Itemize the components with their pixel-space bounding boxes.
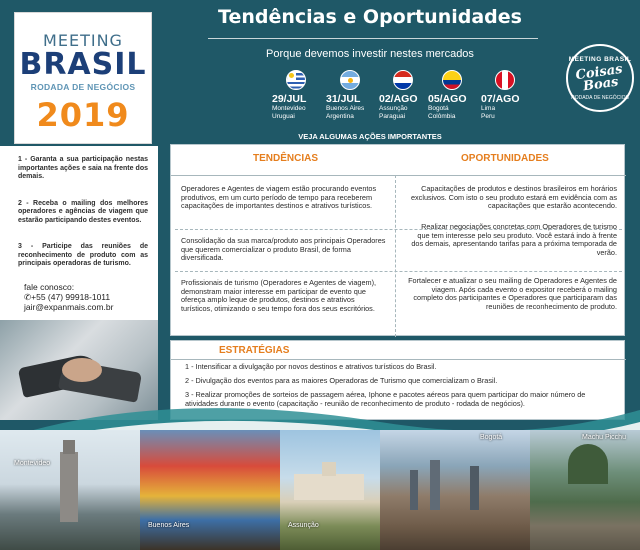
- stop-date: 29/JUL: [272, 93, 307, 105]
- photo-machu-picchu: [530, 430, 640, 550]
- photo-montevideo: [0, 430, 140, 550]
- strategy-item: 1 - Intensificar a divulgação por novos destinos e atrativos turísticos do Brasil.: [185, 362, 437, 371]
- stop-date: 07/AGO: [481, 93, 520, 105]
- city-photo-strip: [0, 430, 640, 550]
- title-divider: [208, 38, 538, 39]
- uruguay-flag-icon: [286, 70, 306, 90]
- colombia-flag-icon: [442, 70, 462, 90]
- stop-country: Colômbia: [428, 112, 456, 120]
- stop-city: Buenos Aires: [326, 105, 365, 112]
- stop-country: Argentina: [326, 112, 354, 120]
- phone-text: +55 (47) 99918-1011: [31, 292, 111, 302]
- photo-label: Machu Picchu: [582, 434, 626, 441]
- itinerary-stop: [326, 70, 386, 120]
- contact-email[interactable]: jair@expanmais.com.br: [24, 302, 114, 312]
- strategies-divider: [171, 359, 626, 360]
- itinerary-stop: [481, 70, 541, 120]
- photo-label: Montevideo: [14, 460, 51, 467]
- logo-brasil-text: BRASIL: [19, 47, 147, 82]
- benefit-item: 3 - Participe das reuniões de reconhecimento de produto com as principais operadoras de turismo.: [18, 243, 148, 267]
- strategy-item: 2 - Divulgação dos eventos para as maiores Operadoras de Turismo que comercializam o Brasil.: [185, 376, 498, 385]
- photo-buenos-aires: [140, 430, 280, 550]
- trends-opportunities-table: [170, 144, 625, 336]
- stop-city: Lima: [481, 105, 496, 112]
- column-divider: [395, 175, 396, 337]
- hands: [62, 358, 102, 382]
- photo-assuncao: [280, 430, 380, 550]
- left-column: [0, 0, 158, 420]
- itinerary-stop: [428, 70, 488, 120]
- photo-bogota: [380, 430, 530, 550]
- strategies-title: ESTRATÉGIAS: [219, 345, 290, 356]
- strategy-item: 3 - Realizar promoções de sorteios de passagem aérea, Iphone e pacotes aéreos para quem participar do maior número de atividades durante o evento (capacitação - reunião de reconhecimento de produto - rodada de negócios).: [185, 390, 586, 408]
- argentina-flag-icon: [340, 70, 360, 90]
- logo-year: 2019: [36, 96, 130, 134]
- opportunity-cell: Capacitações de produtos e destinos brasileiros em horários exclusivos. Com isto o seu produto estará em evidência com as capacitações que estarão acontecendo.: [410, 184, 617, 211]
- benefit-item: 2 - Receba o mailing dos melhores operadores e agências de viagem que estarão participando destes eventos.: [18, 199, 148, 224]
- trend-cell: Consolidação da sua marca/produto aos principais Operadores que querem comercializar o produto Brasil, de forma diversificada.: [181, 236, 386, 263]
- opportunity-cell: Realizar negociações concretas com Operadores de turismo que tem interesse pelo seu produto. Você estará indo à frente dos demais, apresentando tarifas para a próxima temporada de verão.: [411, 222, 617, 257]
- row-divider: [175, 271, 622, 272]
- photo-label: Bogotá: [480, 434, 503, 441]
- logo-rodada-text: RODADA DE NEGÓCIOS: [30, 82, 136, 92]
- stop-country: Uruguai: [272, 112, 295, 120]
- itinerary-stop: [272, 70, 332, 120]
- trend-cell: Operadores e Agentes de viagem estão procurando eventos produtivos, em um curto período de tempo para receberem capacitações de importantes destinos e atrativos turísticos.: [181, 184, 377, 211]
- page-subtitle: Porque devemos investir nestes mercados: [266, 48, 474, 60]
- stop-date: 05/AGO: [428, 93, 467, 105]
- column-header-trends: TENDÊNCIAS: [253, 153, 319, 164]
- stop-country: Peru: [481, 112, 495, 120]
- meeting-brasil-logo: [14, 12, 152, 144]
- logo-meeting-text: MEETING: [43, 31, 123, 50]
- stop-date: 31/JUL: [326, 93, 361, 105]
- contact-block: [24, 282, 113, 312]
- stamp-top-text: MEETING BRASIL: [568, 56, 632, 63]
- stop-city: Assunção: [379, 105, 408, 112]
- contact-title: fale conosco:: [24, 282, 75, 292]
- paraguay-flag-icon: [393, 70, 413, 90]
- opportunity-cell: Fortalecer e atualizar o seu mailing de Operadores e Agentes de viagem. Após cada evento o expositor receberá o mailing completo dos participantes e Operadores que participaram das reuniões de reconhecimento de produto.: [408, 276, 617, 311]
- trend-cell: Profissionais de turismo (Operadores e Agentes de viagem), demonstram maior interesse em participar de evento que ofereça amplo leque de produtos, destinos e atrativos turísticos, otimizando o seu tempo fora dos seus escritórios.: [181, 278, 377, 313]
- header-divider: [171, 175, 626, 176]
- coisas-boas-stamp: [566, 44, 634, 112]
- benefit-item: 1 - Garanta a sua participação nestas importantes ações e saia na frente dos demais.: [18, 156, 148, 180]
- peru-flag-icon: [495, 70, 515, 90]
- photo-label: Buenos Aires: [148, 522, 190, 529]
- stamp-middle-text: Coisas Boas: [574, 61, 624, 95]
- stop-country: Paraguai: [379, 112, 406, 120]
- stop-city: Montevideo: [272, 105, 306, 112]
- contact-phone[interactable]: [24, 292, 113, 302]
- column-header-opportunities: OPORTUNIDADES: [461, 153, 549, 164]
- stop-city: Bogotá: [428, 105, 449, 112]
- whatsapp-icon: ✆: [24, 292, 32, 302]
- stop-date: 02/AGO: [379, 93, 418, 105]
- page-title: Tendências e Oportunidades: [218, 6, 522, 28]
- stamp-bottom-text: RODADA DE NEGÓCIOS: [571, 95, 629, 101]
- actions-heading: VEJA ALGUMAS AÇÕES IMPORTANTES: [298, 132, 442, 141]
- photo-label: Assunção: [288, 522, 319, 529]
